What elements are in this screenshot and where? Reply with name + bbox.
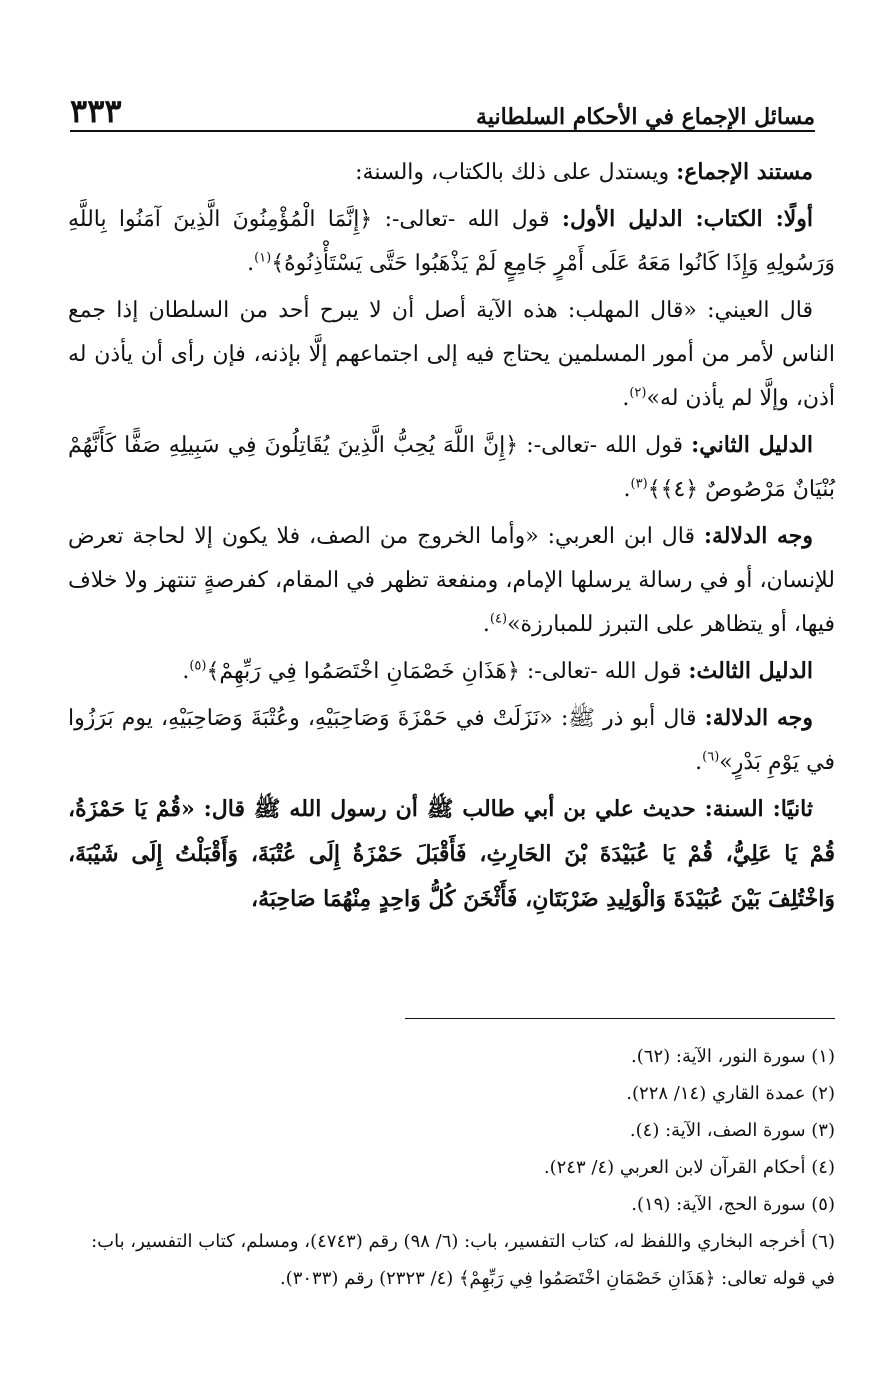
footnote-ref[interactable]: (٤)	[489, 611, 508, 627]
footnote-ref[interactable]: (٣)	[630, 476, 648, 492]
paragraph-text: قول الله -تعالى-: ﴿إِنَّ اللَّهَ يُحِبُّ الَّذِينَ يُقَاتِلُونَ فِي سَبِيلِهِ صَفًّا كَأَنَّهُمْ بُنْيَانٌ مَرْصُوصٌ ﴿٤﴾﴾	[68, 433, 835, 502]
footnote: (٥) سورة الحج، الآية: (١٩).	[631, 1194, 835, 1215]
footnote: (٢) عمدة القاري (١٤/ ٢٢٨).	[626, 1083, 835, 1104]
page-number: ٣٣٣	[70, 92, 122, 130]
footnote: (٤) أحكام القرآن لابن العربي (٤/ ٢٤٣).	[543, 1157, 835, 1178]
paragraph	[68, 150, 835, 195]
paragraph-lead: الدليل الثالث:	[688, 658, 813, 684]
paragraph-text: قول الله -تعالى-: ﴿هَذَانِ خَصْمَانِ اخْتَصَمُوا فِي رَبِّهِمْ﴾	[206, 659, 689, 684]
paragraph-tail: .	[482, 612, 490, 637]
footnote-ref[interactable]: (٥)	[189, 658, 207, 674]
paragraph-lead: أولًا: الكتاب: الدليل الأول:	[561, 206, 813, 232]
paragraph-tail: .	[623, 477, 631, 502]
paragraph	[68, 423, 835, 512]
footnote-rule	[405, 1018, 835, 1019]
paragraph-lead: ثانيًا: السنة:	[704, 796, 813, 822]
paragraph-lead: مستند الإجماع:	[676, 159, 813, 185]
paragraph	[68, 649, 835, 694]
header-rule	[70, 130, 815, 132]
footnote-ref[interactable]: (٢)	[629, 385, 647, 401]
paragraph	[68, 514, 835, 647]
paragraph	[68, 787, 835, 922]
footnotes	[68, 1038, 835, 1297]
paragraph-tail: .	[247, 251, 255, 276]
main-text	[68, 150, 835, 922]
paragraph-text: ويستدل على ذلك بالكتاب، والسنة:	[355, 160, 677, 185]
paragraph-text: قال العيني: «قال المهلب: هذه الآية أصل أن لا يبرح أحد من السلطان إذا جمع الناس لأمر من أمور المسلمين يحتاج فيه إلى اجتماعهم إلَّا بإذنه، فإن رأى أن يأذن له أذن، وإلَّا لم يأذن له»	[68, 298, 835, 411]
paragraph-tail: .	[182, 659, 190, 684]
paragraph-lead: الدليل الثاني:	[691, 432, 814, 458]
running-title: مسائل الإجماع في الأحكام السلطانية	[476, 104, 815, 130]
paragraph-lead: وجه الدلالة:	[703, 523, 813, 549]
paragraph-tail: .	[695, 750, 703, 775]
paragraph-text: قال أبو ذر ﷺ: «نَزَلَتْ في حَمْزَةَ وَصَاحِبَيْهِ، وعُتْبَةَ وَصَاحِبَيْهِ، يوم بَرَزُوا في يَوْمِ بَدْرٍ»	[68, 706, 835, 775]
paragraph-text: حديث علي بن أبي طالب ﷺ أن رسول الله ﷺ قال: «قُمْ يَا حَمْزَةُ، قُمْ يَا عَلِيُّ، قُمْ يَا عُبَيْدَةَ بْنَ الحَارِثِ، فَأَقْبَلَ حَمْزَةُ إِلَى عُتْبَةَ، وَأَقْبَلْتُ إِلَى شَيْبَةَ، وَاخْتُلِفَ بَيْنَ عُبَيْدَةَ وَالْوَلِيدِ ضَرْبَتَانِ، فَأَثْخَنَ كُلُّ وَاحِدٍ مِنْهُمَا صَاحِبَهُ،	[68, 796, 835, 912]
paragraph-text: قول الله -تعالى-: ﴿إِنَّمَا الْمُؤْمِنُونَ الَّذِينَ آمَنُوا بِاللَّهِ وَرَسُولِهِ وَإِذَا كَانُوا مَعَهُ عَلَى أَمْرٍ جَامِعٍ لَمْ يَذْهَبُوا حَتَّى يَسْتَأْذِنُوهُ﴾	[68, 207, 835, 276]
paragraph-tail: .	[622, 386, 630, 411]
footnote: (٣) سورة الصف، الآية: (٤).	[629, 1120, 835, 1141]
footnote-ref[interactable]: (٦)	[702, 749, 720, 765]
paragraph	[68, 197, 835, 286]
footnote: (١) سورة النور، الآية: (٦٢).	[631, 1046, 835, 1067]
footnote-ref[interactable]: (١)	[254, 250, 272, 266]
paragraph-lead: وجه الدلالة:	[704, 705, 813, 731]
page-header	[70, 80, 815, 130]
footnote: (٦) أخرجه البخاري واللفظ له، كتاب التفسير، باب: (٦/ ٩٨) رقم (٤٧٤٣)، ومسلم، كتاب التفسير، باب: في قوله تعالى: ﴿هَذَانِ خَصْمَانِ اخْتَصَمُوا فِي رَبِّهِمْ﴾ (٤/ ٢٣٢٣) رقم (٣٠٣٣).	[91, 1231, 835, 1289]
paragraph-text: قال ابن العربي: «وأما الخروج من الصف، فلا يكون إلا لحاجة تعرض للإنسان، أو في رسالة يرسلها الإمام، ومنفعة تظهر في المقام، كفرصةٍ تنتهز ولا خلاف فيها، أو يتظاهر على التبرز للمبارزة»	[68, 524, 835, 637]
paragraph	[68, 696, 835, 785]
paragraph	[68, 288, 835, 421]
